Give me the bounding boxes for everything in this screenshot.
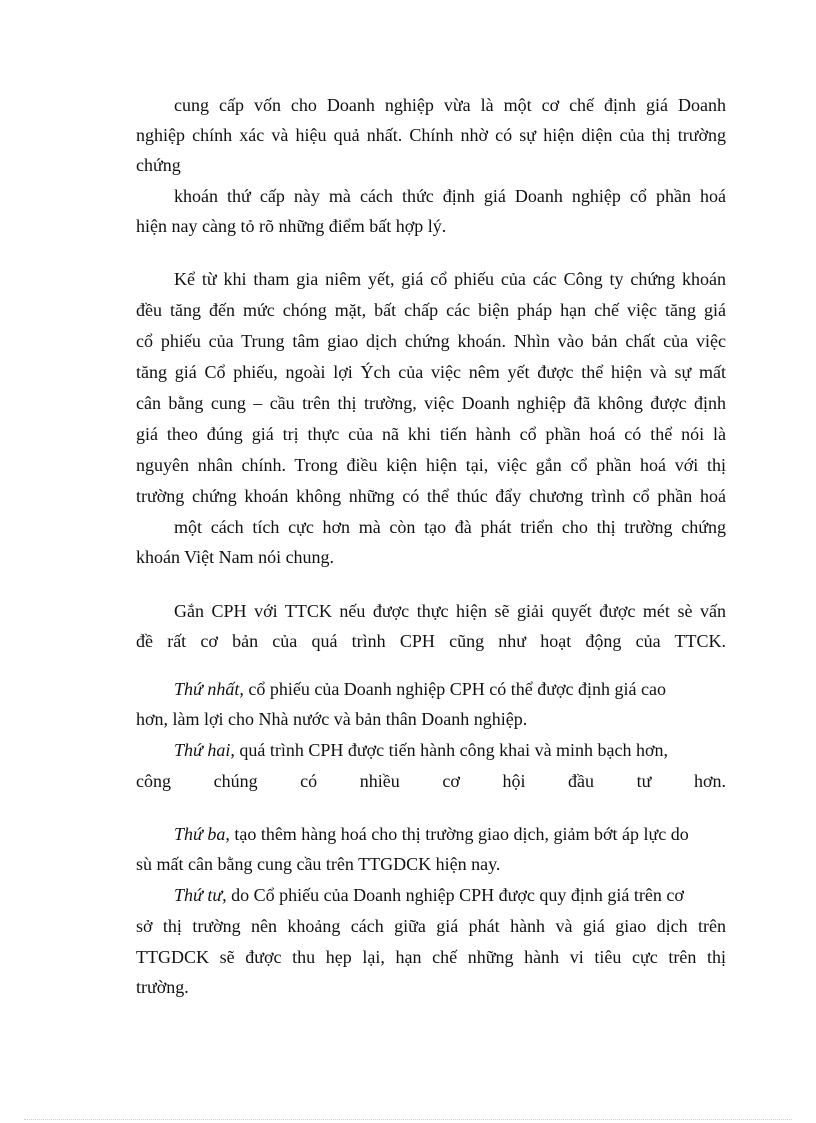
text-line: nguyên nhân chính. Trong điều kiện hiện tại, việc gắn cổ phần hoá với thị: [136, 455, 726, 475]
text-line: hiện nay càng tỏ rõ những điểm bất hợp lý.: [136, 216, 447, 236]
list-lead-text: Thứ hai,: [174, 740, 235, 760]
text-line: giá theo đúng giá trị thực của nã khi tiến hành cổ phần hoá có thể nói là: [136, 424, 726, 444]
list-lead-text: Thứ tư,: [174, 885, 227, 905]
text-line: [174, 735, 726, 765]
text-line: tăng giá Cổ phiếu, ngoài lợi Ých của việc nêm yết được thể hiện và sự mất: [136, 362, 726, 382]
text-line: một cách tích cực hơn mà còn tạo đà phát triển cho thị trường chứng: [174, 517, 726, 537]
text-line: sở thị trường nên khoảng cách giữa giá phát hành và giá giao dịch trên: [136, 916, 726, 936]
text-line: TTGDCK sẽ được thu hẹp lại, hạn chế những hành vi tiêu cực trên thị: [136, 947, 726, 967]
text-line: hơn, làm lợi cho Nhà nước và bản thân Doanh nghiệp.: [136, 709, 528, 729]
list-lead-text: Thứ ba: [174, 824, 226, 844]
text-line: trường chứng khoán không những có thể thúc đẩy chương trình cổ phần hoá: [136, 486, 726, 506]
text-line: đề rất cơ bản của quá trình CPH cũng như hoạt động của TTCK.: [136, 631, 726, 651]
text-line: khoán thứ cấp này mà cách thức định giá Doanh nghiệp cổ phần hoá: [174, 186, 726, 206]
list-body-text: quá trình CPH được tiến hành công khai và minh bạch hơn,: [234, 740, 669, 760]
text-line: [174, 819, 726, 849]
text-line: cổ phiếu của Trung tâm giao dịch chứng khoán. Nhìn vào bản chất của việc: [136, 331, 726, 351]
text-line: sù mất cân bằng cung cầu trên TTGDCK hiện nay.: [136, 854, 501, 874]
list-body-text: , tạo thêm hàng hoá cho thị trường giao dịch, giảm bớt áp lực do: [225, 824, 689, 844]
text-line: cân bằng cung – cầu trên thị trường, việc Doanh nghiệp đã không được định: [136, 393, 726, 413]
list-lead-text: Thứ nhất,: [174, 679, 244, 699]
text-line: công chúng có nhiều cơ hội đầu tư hơn.: [136, 771, 726, 791]
text-line: đều tăng đến mức chóng mặt, bất chấp các biện pháp hạn chế việc tăng giá: [136, 300, 726, 320]
text-line: Gắn CPH với TTCK nếu được thực hiện sẽ giải quyết được mét sè vấn: [174, 601, 726, 621]
text-line: Kể từ khi tham gia niêm yết, giá cổ phiếu của các Công ty chứng khoán: [174, 269, 726, 289]
text-line: khoán Việt Nam nói chung.: [136, 547, 335, 567]
text-line: [174, 674, 726, 704]
text-line: [174, 880, 726, 910]
list-body-text: cổ phiếu của Doanh nghiệp CPH có thể được định giá cao: [243, 679, 667, 699]
text-line: cung cấp vốn cho Doanh nghiệp vừa là một cơ chế định giá Doanh: [174, 95, 726, 115]
text-line: trường.: [136, 977, 189, 997]
page-bottom-divider: [24, 1119, 792, 1120]
text-line: nghiệp chính xác và hiệu quả nhất. Chính nhờ có sự hiện diện của thị trường: [136, 125, 726, 145]
text-line: chứng: [136, 155, 181, 175]
list-body-text: do Cổ phiếu của Doanh nghiệp CPH được quy định giá trên cơ: [226, 885, 684, 905]
